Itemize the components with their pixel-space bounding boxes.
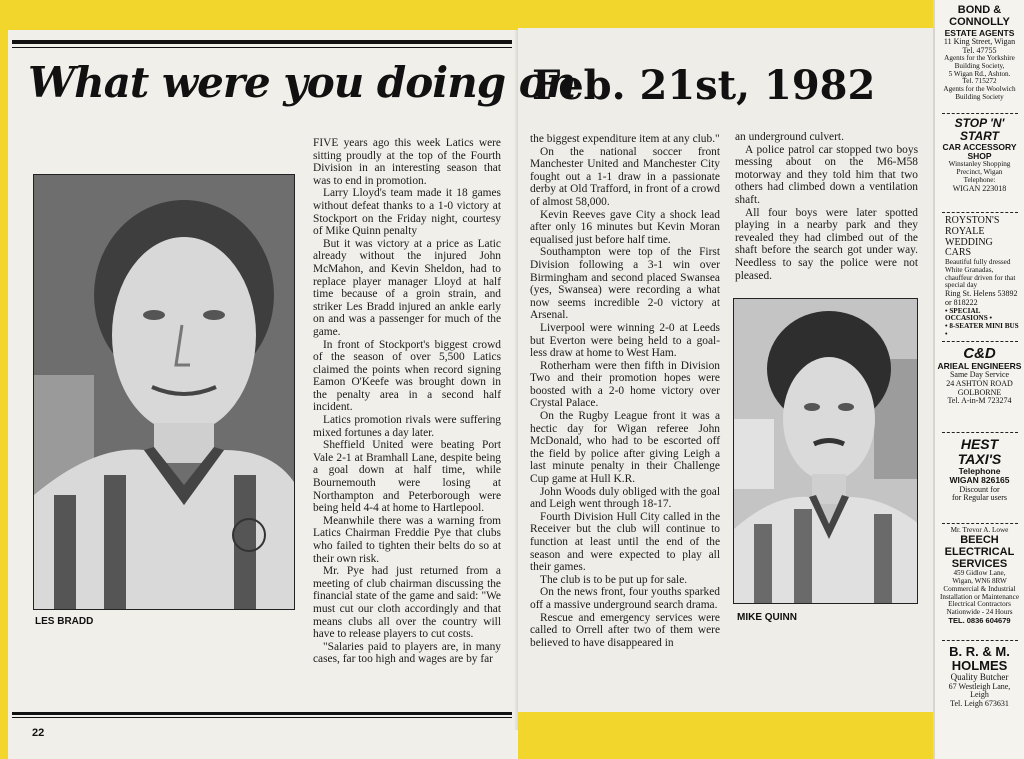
- paragraph: A police patrol car stopped two boys messing about on the M6-M58 motorway and they told him that two others had climbed down a ventilation shaft.: [735, 143, 918, 206]
- ad-line: for Regular users: [951, 493, 1008, 503]
- page-number: 22: [32, 727, 45, 739]
- ad-line: ROYALE: [945, 225, 985, 237]
- ad-line: • SPECIAL OCCASIONS •: [945, 306, 993, 323]
- ad-line: TEL. 0836 604679: [948, 615, 1011, 625]
- ad-line: 24 ASHTON ROAD: [946, 378, 1013, 388]
- player-portrait-icon: [734, 299, 918, 604]
- ad-divider: [942, 523, 1018, 524]
- ad-line: Telephone:: [963, 175, 996, 184]
- ad-divider: [942, 640, 1018, 641]
- paragraph: "Salaries paid to players are, in many cases, far too high and wages are by far: [313, 640, 501, 666]
- ad-line: START: [960, 128, 999, 143]
- ad-line: 459 Gidlow Lane,: [953, 569, 1006, 578]
- paragraph: Sheffield United were beating Port Vale 2-1 at Bramhall Lane, despite being a goal down at half time, while Bournemouth were losing at Northampton and Peterborough were being held 4-4 at home to Hartlepool.: [313, 439, 501, 515]
- paragraph: Rotherham were then fifth in Division Two and their promotion hopes were boosted with a 2-0 home victory over Crystal Palace.: [530, 359, 720, 410]
- ad-line: ESTATE AGENTS: [944, 27, 1015, 38]
- ad-line: Tel. 715272: [962, 77, 997, 86]
- ad-stop-n-start: [937, 117, 1022, 193]
- headline-right: Feb. 21st, 1982: [532, 62, 876, 109]
- ad-line: WIGAN 826165: [949, 475, 1010, 486]
- ad-br-m-holmes: [937, 645, 1022, 709]
- paragraph: All four boys were later spotted playing in a nearby park and they revealed they had climbed out of the shaft before the search got under way. Needless to say the police were not pleased.: [735, 206, 918, 282]
- caption-mike-quinn: MIKE QUINN: [737, 612, 797, 623]
- article-column-2: [530, 133, 720, 649]
- ad-line: Leigh: [970, 690, 989, 700]
- ad-line: 5 Wigan Rd., Ashton.: [948, 69, 1011, 78]
- bottom-rule-thin: [12, 717, 512, 718]
- ad-line: or 818222: [945, 297, 978, 307]
- top-rule: [12, 40, 512, 44]
- ad-line: Mr. Trevor A. Lowe: [950, 526, 1009, 534]
- ad-line: Tel. 47755: [962, 45, 997, 55]
- ad-line: Quality Butcher: [950, 672, 1009, 683]
- ad-beech-electrical: [937, 527, 1022, 625]
- paragraph: But it was victory at a price as Latic already without the injured John McMahon, and Kevin Sheldon, had to replace player manager Lloyd at half time because of a groin strain, and striker Les Bradd injured an ankle early on and was a passenger for much of the game.: [313, 237, 501, 338]
- ad-line: GOLBORNE: [957, 387, 1002, 397]
- ad-line: Ring St. Helens 53892: [945, 289, 1018, 299]
- caption-les-bradd: LES BRADD: [35, 616, 94, 627]
- ad-line: Beautiful fully dressed: [945, 258, 1011, 267]
- ad-line: B. R. & M.: [949, 644, 1010, 659]
- ad-line: WEDDING: [945, 236, 993, 248]
- ad-line: HOLMES: [951, 658, 1008, 674]
- ad-line: Commercial & Industrial: [943, 584, 1016, 593]
- ad-line: • 8-SEATER MINI BUS •: [945, 322, 1019, 338]
- ad-roystons-royale: [937, 216, 1022, 339]
- paragraph: On the Rugby League front it was a hectic day for Wigan referee John McDonald, who had to be escorted off the field by police after giving Leigh a last minute penalty in their Challenge Cup game at Hull K.R.: [530, 410, 720, 486]
- player-portrait-icon: [34, 175, 295, 610]
- paragraph: Southampton were top of the First Division following a 3-1 win over Birmingham and second placed Swansea (yes, Swansea) were recording a what now seems incredible 2-0 victory at Arsenal.: [530, 246, 720, 322]
- headline-left: What were you doing on: [28, 58, 576, 107]
- ad-line: CARS: [945, 247, 972, 259]
- ad-bond-connolly: [937, 5, 1022, 102]
- ad-line: WIGAN 223018: [952, 183, 1007, 193]
- ad-c-and-d: [937, 346, 1022, 406]
- ad-divider: [942, 341, 1018, 342]
- article-column-1: [313, 137, 501, 666]
- paragraph: Liverpool were winning 2-0 at Leeds but Everton were being held to a goal-less draw at home to West Ham.: [530, 321, 720, 360]
- ad-line: ROYSTON'S: [945, 215, 1000, 226]
- ad-hest-taxis: [937, 437, 1022, 503]
- ad-line: Building Society: [955, 93, 1004, 101]
- ad-line: TAXI'S: [957, 451, 1002, 468]
- ad-line: ARIEAL ENGINEERS: [937, 361, 1022, 372]
- ad-line: Tel. A-in-M 723274: [947, 396, 1012, 406]
- bottom-rule: [12, 712, 512, 715]
- ad-line: SHOP: [967, 151, 992, 162]
- ad-line: Precinct, Wigan: [956, 168, 1003, 177]
- ad-line: Nationwide - 24 Hours: [946, 608, 1013, 617]
- ad-line: chauffeur driven for that: [945, 273, 1016, 282]
- ad-line: HEST: [960, 436, 999, 452]
- bottom-yellow-border: [518, 712, 933, 759]
- paragraph: John Woods duly obliged with the goal and Leigh went through 18-17.: [530, 485, 720, 511]
- paragraph: an underground culvert.: [735, 131, 844, 143]
- paragraph: Fourth Division Hull City called in the Receiver but the club will continue to function at least until the end of the season and were expected to play all their games.: [530, 510, 720, 574]
- ad-line: Electrical Contractors: [948, 600, 1011, 609]
- ad-line: Installation or Maintenance: [939, 592, 1020, 601]
- ad-line: Tel. Leigh 673631: [950, 699, 1009, 709]
- ad-line: ELECTRICAL: [944, 545, 1015, 558]
- paragraph: Kevin Reeves gave City a shock lead after only 16 minutes but Kevin Moran equalised just before half time.: [530, 208, 720, 246]
- ad-line: SERVICES: [951, 557, 1008, 570]
- paragraph: Rescue and emergency services were called to Orrell after two of them were believed to have disappeared in: [530, 611, 720, 649]
- ad-line: BOND &: [957, 4, 1002, 16]
- ad-line: BEECH: [960, 533, 999, 546]
- paragraph: Latics promotion rivals were suffering mixed fortunes a day later.: [313, 414, 501, 439]
- paragraph: On the national soccer front Manchester United and Manchester City fought out a 1-1 draw in a passionate derby at Old Trafford, in front of a crowd of almost 58,000.: [530, 145, 720, 208]
- ad-line: STOP 'N': [954, 116, 1005, 130]
- ad-line: Same Day Service: [949, 370, 1010, 380]
- paragraph: Mr. Pye had just returned from a meeting of club chairman discussing the financial state of the game and said: "We must cut our cloth accordingly and that means clubs all over the country will have to release players to cut costs.: [313, 565, 501, 641]
- ad-line: Building Society,: [954, 61, 1005, 70]
- paragraph: In front of Stockport's biggest crowd of the season of over 5,500 Latics claimed the points when record signing Eamon O'Keefe was brought down in the penalty area in a second half incident.: [313, 338, 501, 414]
- ad-divider: [942, 113, 1018, 114]
- ad-line: 11 King Street, Wigan: [943, 36, 1016, 46]
- ad-line: 67 Westleigh Lane,: [948, 681, 1011, 691]
- ad-line: CAR ACCESSORY: [942, 141, 1017, 152]
- les-bradd-photo: [33, 174, 295, 610]
- paragraph: On the news front, four youths sparked off a massive underground search drama.: [530, 586, 720, 611]
- article-column-3: [735, 131, 918, 282]
- ad-line: C&D: [963, 345, 996, 362]
- top-rule-thin: [12, 47, 512, 48]
- ad-line: Winstanley Shopping: [948, 160, 1011, 169]
- paragraph: The club is to be put up for sale.: [540, 573, 688, 586]
- ad-line: Agents for the Yorkshire: [944, 54, 1015, 63]
- ad-line: White Granadas,: [945, 265, 994, 274]
- ad-line: CONNOLLY: [949, 15, 1010, 28]
- ad-line: Wigan, WN6 8RW: [952, 577, 1007, 586]
- mike-quinn-photo: [733, 298, 918, 604]
- ad-line: Telephone: [958, 466, 1001, 477]
- paragraph: the biggest expenditure item at any club.": [530, 133, 720, 145]
- ad-line: Discount for: [959, 484, 1000, 494]
- paragraph: FIVE years ago this week Latics were sitting proudly at the top of the Fourth Division in an interesting season that was to end in promotion.: [313, 137, 501, 187]
- ad-divider: [942, 432, 1018, 433]
- paragraph: Meanwhile there was a warning from Latics Chairman Freddie Pye that clubs who failed to tighten their belts do so at their own risk.: [313, 514, 501, 565]
- ad-line: Agents for the Woolwich: [943, 85, 1016, 94]
- paragraph: Larry Lloyd's team made it 18 games without defeat thanks to a 1-0 victory at Stockport on the Friday night, courtesy of Mike Quinn penalty: [313, 187, 501, 238]
- ad-divider: [942, 212, 1018, 213]
- ad-line: special day: [945, 281, 978, 290]
